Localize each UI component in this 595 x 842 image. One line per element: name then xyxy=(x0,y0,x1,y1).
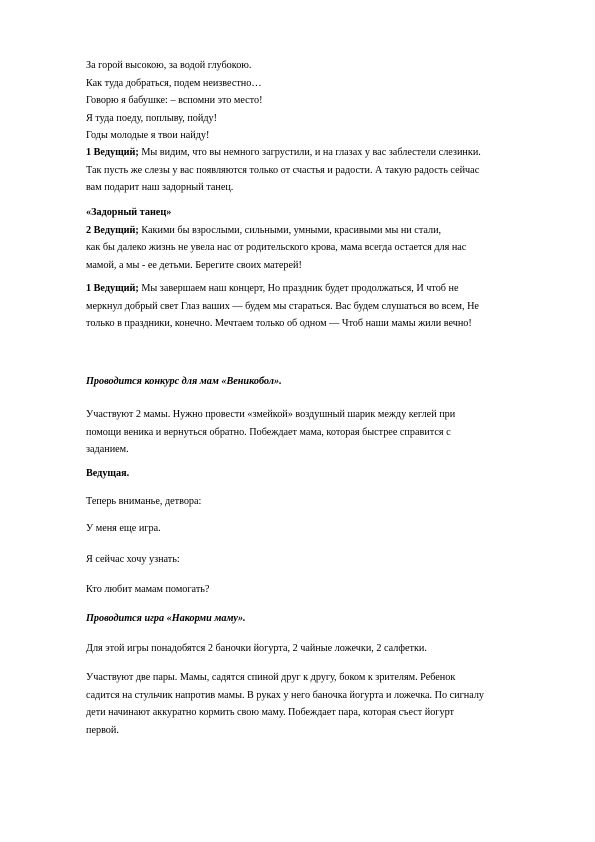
poem xyxy=(86,57,556,145)
game-requirements: Для этой игры понадобятся 2 баночки йогурта, 2 чайные ложечки, 2 салфетки. xyxy=(86,643,427,654)
game-description xyxy=(86,669,556,739)
speech-line: как бы далеко жизнь не увела нас от родительского крова, мама всегда остается для нас xyxy=(86,242,467,253)
host-label: Ведущая. xyxy=(86,468,130,479)
description-line: Участвуют две пары. Мамы, садятся спиной друг к другу, боком к зрителям. Ребенок xyxy=(86,672,456,683)
speech-line: Мы завершаем наш концерт, Но праздник будет продолжаться, И чтоб не xyxy=(138,283,459,294)
speech-line: вам подарит наш задорный танец. xyxy=(86,182,234,193)
poem-line: За горой высокою, за водой глубокою. xyxy=(86,60,252,71)
speaker-label: 1 Ведущий; xyxy=(86,147,139,158)
speech-line: Какими бы взрослыми, сильными, умными, красивыми мы ни стали, xyxy=(138,224,442,236)
dance-section xyxy=(86,204,556,274)
speech-line: меркнул добрый свет Глаз ваших — будем мы стараться. Вас будем слушаться во всем, Не xyxy=(86,300,479,312)
description-line: первой. xyxy=(86,724,119,736)
speech-line: Мы видим, что вы немного загрустили, и на глазах у вас заблестели слезинки. xyxy=(138,147,481,158)
poem-line: Я туда поеду, поплыву, пойду! xyxy=(86,112,217,124)
dance-title: «Задорный танец» xyxy=(86,207,172,218)
description-line: дети начинают аккуратно кормить свою маму. Побеждает пара, которая съест йогурт xyxy=(86,707,454,718)
speaker-label: 1 Ведущий; xyxy=(86,283,139,294)
description-line: заданием. xyxy=(86,444,129,455)
verse-line: Теперь вниманье, детвора: xyxy=(86,496,202,507)
contest-description xyxy=(86,406,556,459)
speech-line: Так пусть же слезы у вас появляются только от счастья и радости. А такую радость сейчас xyxy=(86,164,480,176)
description-line: садится на стульчик напротив мамы. В руках у него баночка йогурта и ложечка. По сигналу xyxy=(86,689,485,701)
poem-line: Говорю я бабушке: – вспомни это место! xyxy=(86,95,263,106)
verse-line: У меня еще игра. xyxy=(86,523,161,534)
poem-line: Как туда добраться, подем неизвестно… xyxy=(86,77,262,89)
host1-speech-a xyxy=(86,144,556,197)
poem-line: Годы молодые я твои найду! xyxy=(86,130,210,141)
speech-line: только в праздники, конечно. Мечтаем только об одном — Чтоб наши мамы жили вечно! xyxy=(86,318,472,329)
verse-line: Я сейчас хочу узнать: xyxy=(86,554,180,565)
host1-speech-b xyxy=(86,280,556,333)
speaker-label: 2 Ведущий; xyxy=(86,224,139,236)
description-line: помощи веника и вернуться обратно. Побеждает мама, которая быстрее справится с xyxy=(86,426,451,438)
contest-heading: Проводится конкурс для мам «Веникобол». xyxy=(86,376,282,387)
verse-line: Кто любит мамам помогать? xyxy=(86,584,210,595)
description-line: Участвуют 2 мамы. Нужно провести «змейкой» воздушный шарик между кеглей при xyxy=(86,409,456,420)
speech-line: мамой, а мы - ее детьми. Берегите своих матерей! xyxy=(86,259,302,271)
game-heading: Проводится игра «Накорми маму». xyxy=(86,613,246,624)
